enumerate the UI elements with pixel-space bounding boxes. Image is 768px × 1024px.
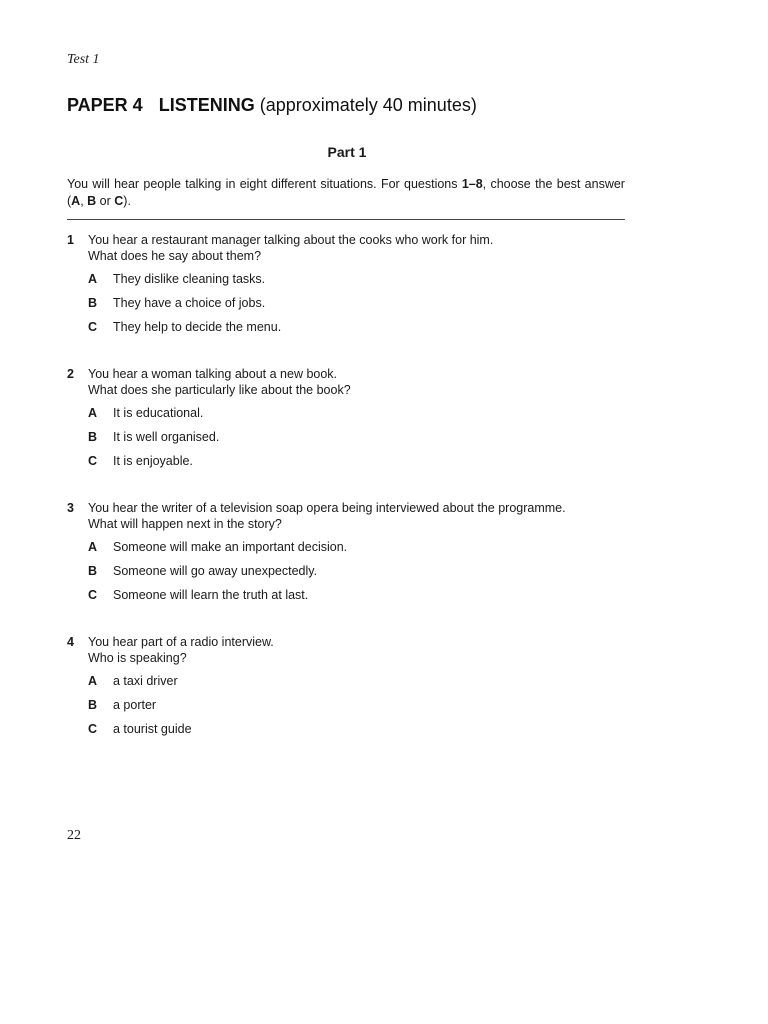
question-prompt: What does he say about them?: [88, 249, 262, 263]
option-text: Someone will learn the truth at last.: [113, 588, 309, 602]
question-prompt: What does she particularly like about the book?: [88, 383, 351, 397]
page-title: [67, 95, 477, 116]
option-b[interactable]: [88, 563, 317, 579]
instructions-text: You will hear people talking in eight different situations. For questions: [67, 177, 462, 191]
option-letter: A: [88, 272, 98, 286]
question-text: [88, 232, 628, 264]
option-letter: C: [88, 454, 98, 468]
option-text: Someone will make an important decision.: [113, 540, 348, 554]
option-text: It is well organised.: [113, 430, 220, 444]
option-letter: A: [88, 406, 98, 420]
question-number: 1: [67, 233, 74, 247]
option-text: They help to decide the menu.: [113, 320, 282, 334]
question-prompt: What will happen next in the story?: [88, 517, 282, 531]
instructions: [67, 176, 625, 210]
answer-letter-a: A: [71, 194, 81, 208]
instructions-text: or: [96, 194, 115, 208]
option-c[interactable]: [88, 721, 192, 737]
option-letter: C: [88, 320, 98, 334]
question-text: [88, 634, 628, 666]
section-name: LISTENING: [158, 95, 255, 115]
option-text: They dislike cleaning tasks.: [113, 272, 266, 286]
question-context: You hear a woman talking about a new book.: [88, 367, 338, 381]
question-context: You hear a restaurant manager talking about the cooks who work for him.: [88, 233, 494, 247]
question-prompt: Who is speaking?: [88, 651, 187, 665]
option-c[interactable]: [88, 587, 308, 603]
option-letter: C: [88, 722, 98, 736]
option-a[interactable]: [88, 271, 265, 287]
option-b[interactable]: [88, 697, 156, 713]
question-context: You hear part of a radio interview.: [88, 635, 274, 649]
option-text: Someone will go away unexpectedly.: [113, 564, 318, 578]
option-b[interactable]: [88, 295, 265, 311]
option-letter: A: [88, 674, 98, 688]
option-letter: B: [88, 296, 98, 310]
option-text: They have a choice of jobs.: [113, 296, 266, 310]
question-context: You hear the writer of a television soap opera being interviewed about the programme.: [88, 501, 566, 515]
question-number: 3: [67, 501, 74, 515]
page-number: 22: [67, 828, 81, 843]
duration: (approximately 40 minutes): [259, 95, 477, 115]
option-a[interactable]: [88, 539, 347, 555]
part-title: Part 1: [327, 144, 367, 160]
option-letter: B: [88, 430, 98, 444]
answer-letter-c: C: [114, 194, 124, 208]
divider: [67, 219, 625, 220]
option-letter: C: [88, 588, 98, 602]
option-a[interactable]: [88, 673, 178, 689]
running-head: Test 1: [67, 52, 100, 67]
option-b[interactable]: [88, 429, 219, 445]
answer-letter-b: B: [87, 194, 97, 208]
question-range: 1–8: [461, 177, 483, 191]
paper-number: PAPER 4: [67, 95, 143, 115]
question-text: [88, 500, 628, 532]
question-number: 4: [67, 635, 74, 649]
option-text: It is enjoyable.: [113, 454, 193, 468]
option-letter: B: [88, 698, 98, 712]
option-letter: A: [88, 540, 98, 554]
instructions-text: , choose the best answer (: [67, 177, 625, 208]
option-c[interactable]: [88, 453, 193, 469]
option-letter: B: [88, 564, 98, 578]
question-text: [88, 366, 628, 398]
option-text: a tourist guide: [113, 722, 192, 736]
option-text: It is educational.: [113, 406, 204, 420]
question-number: 2: [67, 367, 74, 381]
instructions-text: ).: [123, 194, 131, 208]
option-a[interactable]: [88, 405, 203, 421]
instructions-text: ,: [80, 194, 88, 208]
option-c[interactable]: [88, 319, 281, 335]
option-text: a taxi driver: [113, 674, 178, 688]
option-text: a porter: [113, 698, 157, 712]
